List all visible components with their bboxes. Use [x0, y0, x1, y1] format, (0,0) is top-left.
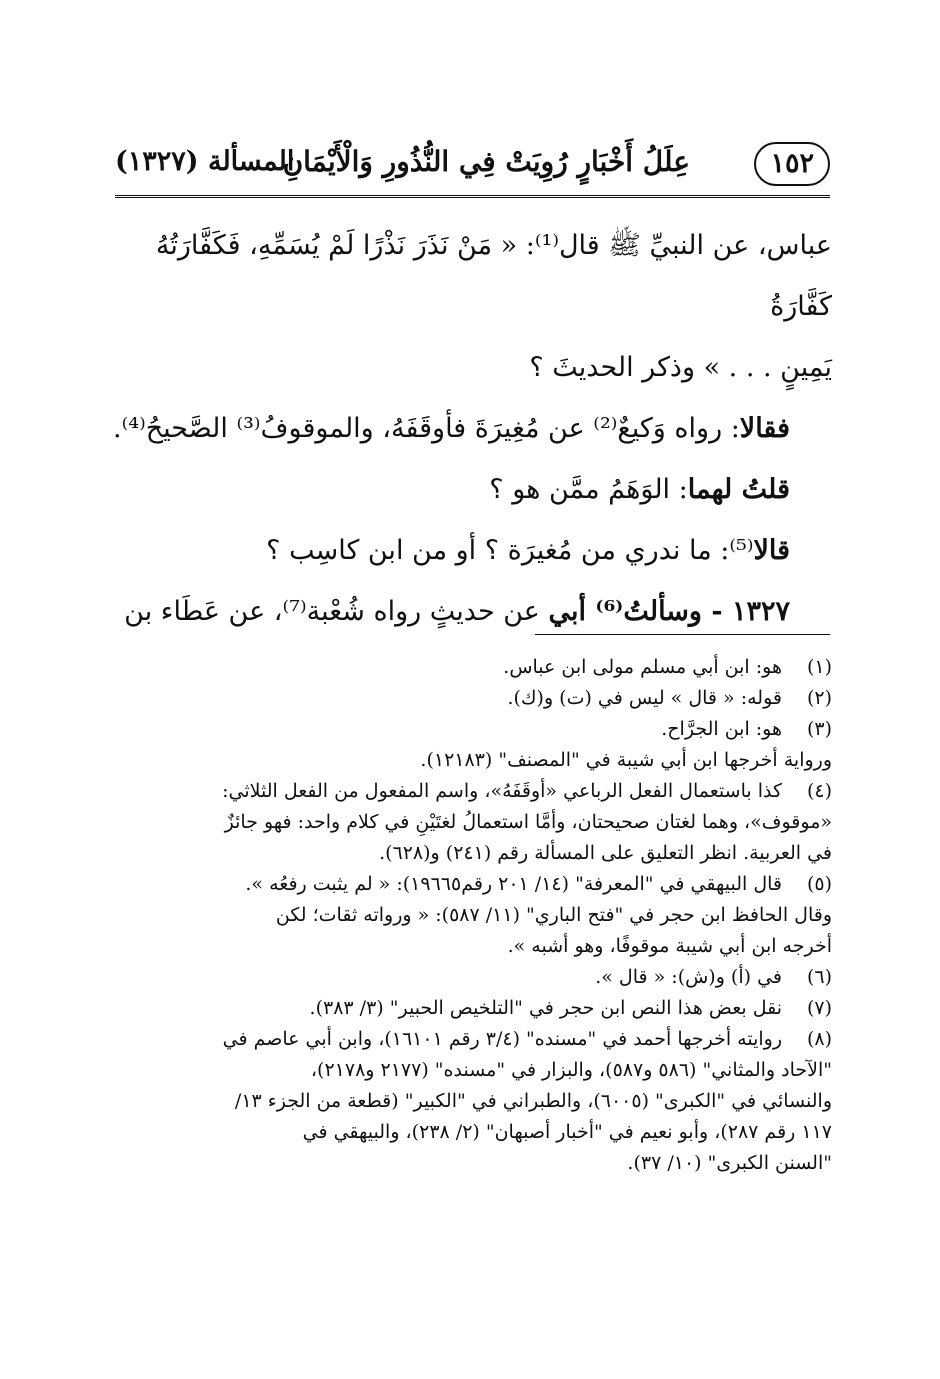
footnote-number: (٧) — [806, 997, 832, 1019]
issue-label: المسألة (١٣٢٧) — [115, 146, 295, 177]
footnote-text: هو: ابن الجرَّاح. — [661, 718, 782, 740]
footnote-text: «موقوف»، وهما لغتان صحيحتان، وأمَّا استعمالُ لغتَيْنِ في كلام واحد: فهو جائزٌ — [224, 811, 832, 833]
footnote-text: "الآحاد والمثاني" (٥٨٦ و٥٨٧)، والبزار في "مسنده" (٢١٧٧ و٢١٧٨)، — [310, 1059, 832, 1081]
footnote-text: نقل بعض هذا النص ابن حجر في "التلخيص الحبير" (٣/ ٣٨٣). — [309, 997, 782, 1019]
footnote-1 — [112, 652, 832, 683]
footnote-text: وقال الحافظ ابن حجر في "فتح الباري" (١١/ ٥٨٧): « ورواته ثقات؛ لكن — [275, 904, 832, 926]
footnote-text: والنسائي في "الكبرى" (٦٠٠٥)، والطبراني في "الكبير" (قطعة من الجزء ١٣/ — [234, 1090, 832, 1112]
speaker-label: فقالا — [739, 413, 790, 444]
header-divider — [115, 195, 830, 198]
footnote-3 — [112, 714, 832, 776]
footnote-text: هو: ابن أبي مسلم مولى ابن عباس. — [503, 656, 782, 678]
footnote-number: (٤) — [806, 780, 832, 802]
paragraph-qala — [112, 398, 832, 459]
paragraph-text: : الوَهَمُ ممَّن هو ؟ — [489, 474, 688, 505]
paragraph-qultu — [112, 459, 832, 520]
footnote-7 — [112, 993, 832, 1024]
paragraph-text: عن حديثٍ رواه شُعْبة⁽⁷⁾، عن عَطَاء بن — [124, 596, 549, 627]
book-title: عِلَلُ أَخْبَارٍ رُوِيَتْ فِي النُّذُورِ وَالْأَيْمَانِ — [282, 145, 690, 178]
footnote-number: (١) — [806, 656, 832, 678]
paragraph-1327 — [112, 581, 832, 642]
footnote-text: "السنن الكبرى" (١٠/ ٣٧). — [627, 1152, 832, 1174]
footnote-8 — [112, 1024, 832, 1179]
footnote-number: (٥) — [806, 873, 832, 895]
main-text — [112, 215, 832, 642]
footnote-text: روايته أخرجها أحمد في "مسنده" (٣/٤ رقم ١٦١٠١)، وابن أبي عاصم في — [222, 1028, 782, 1050]
page-header — [115, 140, 830, 190]
footnote-number: (٨) — [806, 1028, 832, 1050]
footnote-4 — [112, 776, 832, 869]
footnote-2 — [112, 683, 832, 714]
footnote-text: كذا باستعمال الفعل الرباعي «أوقَفَهُ»، واسم المفعول من الفعل الثلاثي: — [222, 780, 782, 802]
footnote-5 — [112, 869, 832, 962]
footnote-text: في العربية. انظر التعليق على المسألة رقم (٢٤١) و(٦٢٨). — [379, 842, 832, 864]
speaker-label: قالا — [753, 535, 790, 566]
footnote-text: ١١٧ رقم ٢٨٧)، وأبو نعيم في "أخبار أصبهان" (٢/ ٢٣٨)، والبيهقي في — [302, 1121, 832, 1143]
main-line-2: يَمِينٍ . . . » وذكر الحديثَ ؟ — [529, 352, 832, 383]
footnote-text: ورواية أخرجها ابن أبي شيبة في "المصنف" (١٢١٨٣). — [420, 749, 832, 771]
footnote-text: قوله: « قال » ليس في (ت) و(ك). — [507, 687, 782, 709]
paragraph-text: : رواه وَكيعٌ⁽²⁾ عن مُغِيرَةَ فأوقَفَهُ، والموقوفُ⁽³⁾ الصَّحيحُ⁽⁴⁾. — [113, 413, 740, 444]
footnote-text: قال البيهقي في "المعرفة" (١٤/ ٢٠١ رقم١٩٦٦٥): « لم يثبت رفعُه ». — [245, 873, 782, 895]
footnote-number: (٢) — [806, 687, 832, 709]
main-line-1: عباس، عن النبيِّ ﷺ قال⁽¹⁾: « مَنْ نَذَرَ نَذْرًا لَمْ يُسَمِّهِ، فَكَفَّارَتُهُ كَفَّارَةُ — [155, 230, 832, 322]
footnote-text: أخرجه ابن أبي شيبة موقوفًا، وهو أشبه ». — [507, 935, 832, 957]
footnote-number: (٣) — [806, 718, 832, 740]
footnote-6 — [112, 962, 832, 993]
footnotes — [112, 652, 832, 1179]
footnote-text: في (أ) و(ش): « قال ». — [595, 966, 782, 988]
paragraph-qalaa — [112, 520, 832, 581]
issue-heading: ١٣٢٧ - وسألتُ⁽⁶⁾ أبي — [548, 596, 790, 627]
footnote-number: (٦) — [806, 966, 832, 988]
page-number: ١٥٢ — [754, 142, 830, 186]
speaker-label: قلتُ لهما — [687, 474, 790, 505]
paragraph-text: ⁽⁵⁾: ما ندري من مُغيرَة ؟ أو من ابن كاسِب ؟ — [266, 535, 754, 566]
footnote-divider — [535, 634, 830, 635]
